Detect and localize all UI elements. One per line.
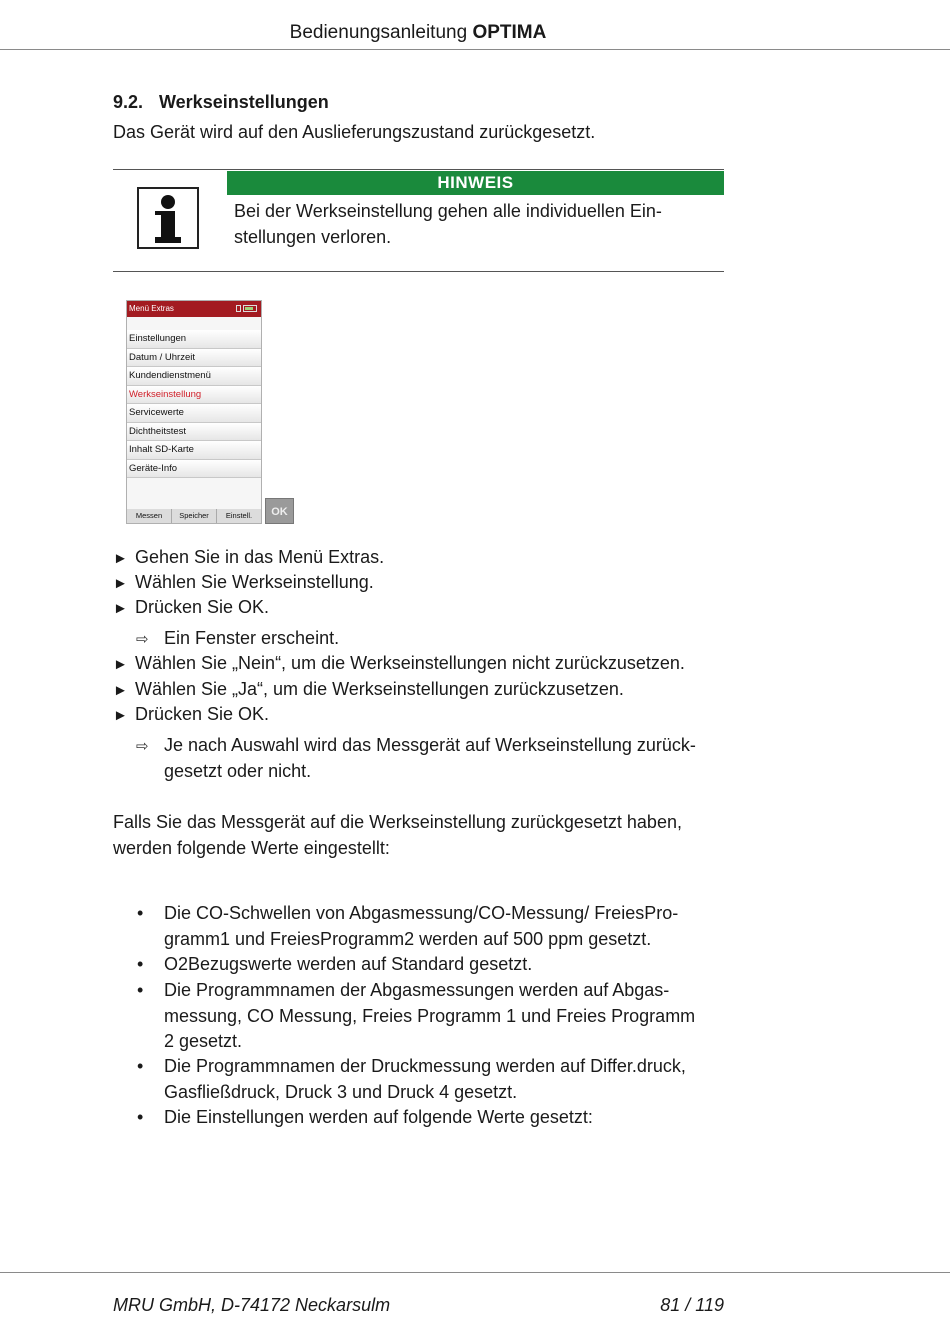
step-text: Gehen Sie in das Menü Extras. (135, 547, 385, 567)
result-arrow-icon: ⇨ (136, 738, 149, 755)
step-4 (113, 651, 685, 677)
info-icon (137, 187, 199, 249)
device-menu-item[interactable]: Geräte-Info (127, 460, 261, 479)
hint-bottom-rule (113, 271, 724, 272)
step-5 (113, 677, 624, 703)
hint-top-rule (113, 169, 724, 170)
result-1 (136, 625, 340, 653)
header-title-prefix: Bedienungsanleitung (289, 22, 468, 43)
bullet-icon: • (137, 1107, 144, 1127)
step-text: Wählen Sie Werkseinstellung. (135, 572, 374, 592)
step-text: Drücken Sie OK. (135, 597, 270, 617)
device-softkey-bar (127, 509, 261, 523)
device-menu-item-selected[interactable]: Werkseinstellung (127, 386, 261, 405)
step-6 (113, 702, 269, 728)
step-2 (113, 570, 374, 596)
step-text: Wählen Sie „Nein“, um die Werkseinstellungen nicht zurückzusetzen. (135, 653, 685, 673)
bullet-icon: • (137, 980, 144, 1000)
softkey-messen[interactable]: Messen (127, 509, 172, 523)
header-divider (0, 49, 950, 50)
device-menu-item[interactable]: Kundendienstmenü (127, 367, 261, 386)
page-number: 81 / 119 (660, 1295, 724, 1315)
footer-company: MRU GmbH, D-74172 Neckarsulm (113, 1295, 391, 1315)
step-arrow-icon: ► (113, 550, 128, 567)
battery-icon (243, 305, 257, 312)
page-header (0, 22, 836, 44)
hint-label: HINWEIS (227, 171, 724, 195)
hint-line-2: stellungen verloren. (234, 227, 392, 247)
section-intro: Das Gerät wird auf den Auslieferungszustand zurückgesetzt. (113, 122, 596, 142)
hint-line-1: Bei der Werkseinstellung gehen alle individuellen Ein- (234, 201, 662, 221)
device-menu-item[interactable]: Dichtheitstest (127, 423, 261, 442)
ok-button[interactable]: OK (265, 498, 294, 524)
result-text: Je nach Auswahl wird das Messgerät auf Werkseinstellung zurück- gesetzt oder nicht. (164, 735, 696, 781)
bullet-icon: • (137, 903, 144, 923)
step-arrow-icon: ► (113, 575, 128, 592)
device-menu-item[interactable]: Inhalt SD-Karte (127, 441, 261, 460)
step-1 (113, 545, 384, 571)
hint-text (234, 198, 714, 250)
step-arrow-icon: ► (113, 656, 128, 673)
device-title-bar (127, 301, 261, 317)
step-arrow-icon: ► (113, 600, 128, 617)
paragraph: Falls Sie das Messgerät auf die Werkseinstellung zurückgesetzt haben, werden folgende Werte eingestellt: (113, 812, 682, 858)
bullet-icon: • (137, 1056, 144, 1076)
section-heading (113, 92, 329, 113)
step-text: Wählen Sie „Ja“, um die Werkseinstellungen zurückzusetzen. (135, 679, 624, 699)
device-menu-item[interactable]: Datum / Uhrzeit (127, 349, 261, 368)
result-2 (136, 732, 696, 784)
step-text: Drücken Sie OK. (135, 704, 270, 724)
result-text: Ein Fenster erscheint. (164, 628, 340, 648)
section-number: 9.2. (113, 92, 144, 112)
device-title: Menü Extras (129, 304, 174, 313)
softkey-einstell[interactable]: Einstell. (225, 511, 253, 520)
step-3 (113, 595, 269, 621)
footer-divider (0, 1272, 950, 1273)
device-menu-list (127, 330, 261, 478)
section-title: Werkseinstellungen (159, 92, 329, 112)
card-icon (236, 305, 241, 312)
result-arrow-icon: ⇨ (136, 631, 149, 648)
device-menu-item[interactable]: Servicewerte (127, 404, 261, 423)
step-arrow-icon: ► (113, 707, 128, 724)
step-arrow-icon: ► (113, 682, 128, 699)
device-menu-item[interactable]: Einstellungen (127, 330, 261, 349)
device-screen (126, 300, 262, 524)
bullet-icon: • (137, 954, 144, 974)
softkey-speicher[interactable]: Speicher (172, 509, 217, 523)
header-product-name: OPTIMA (472, 22, 547, 43)
